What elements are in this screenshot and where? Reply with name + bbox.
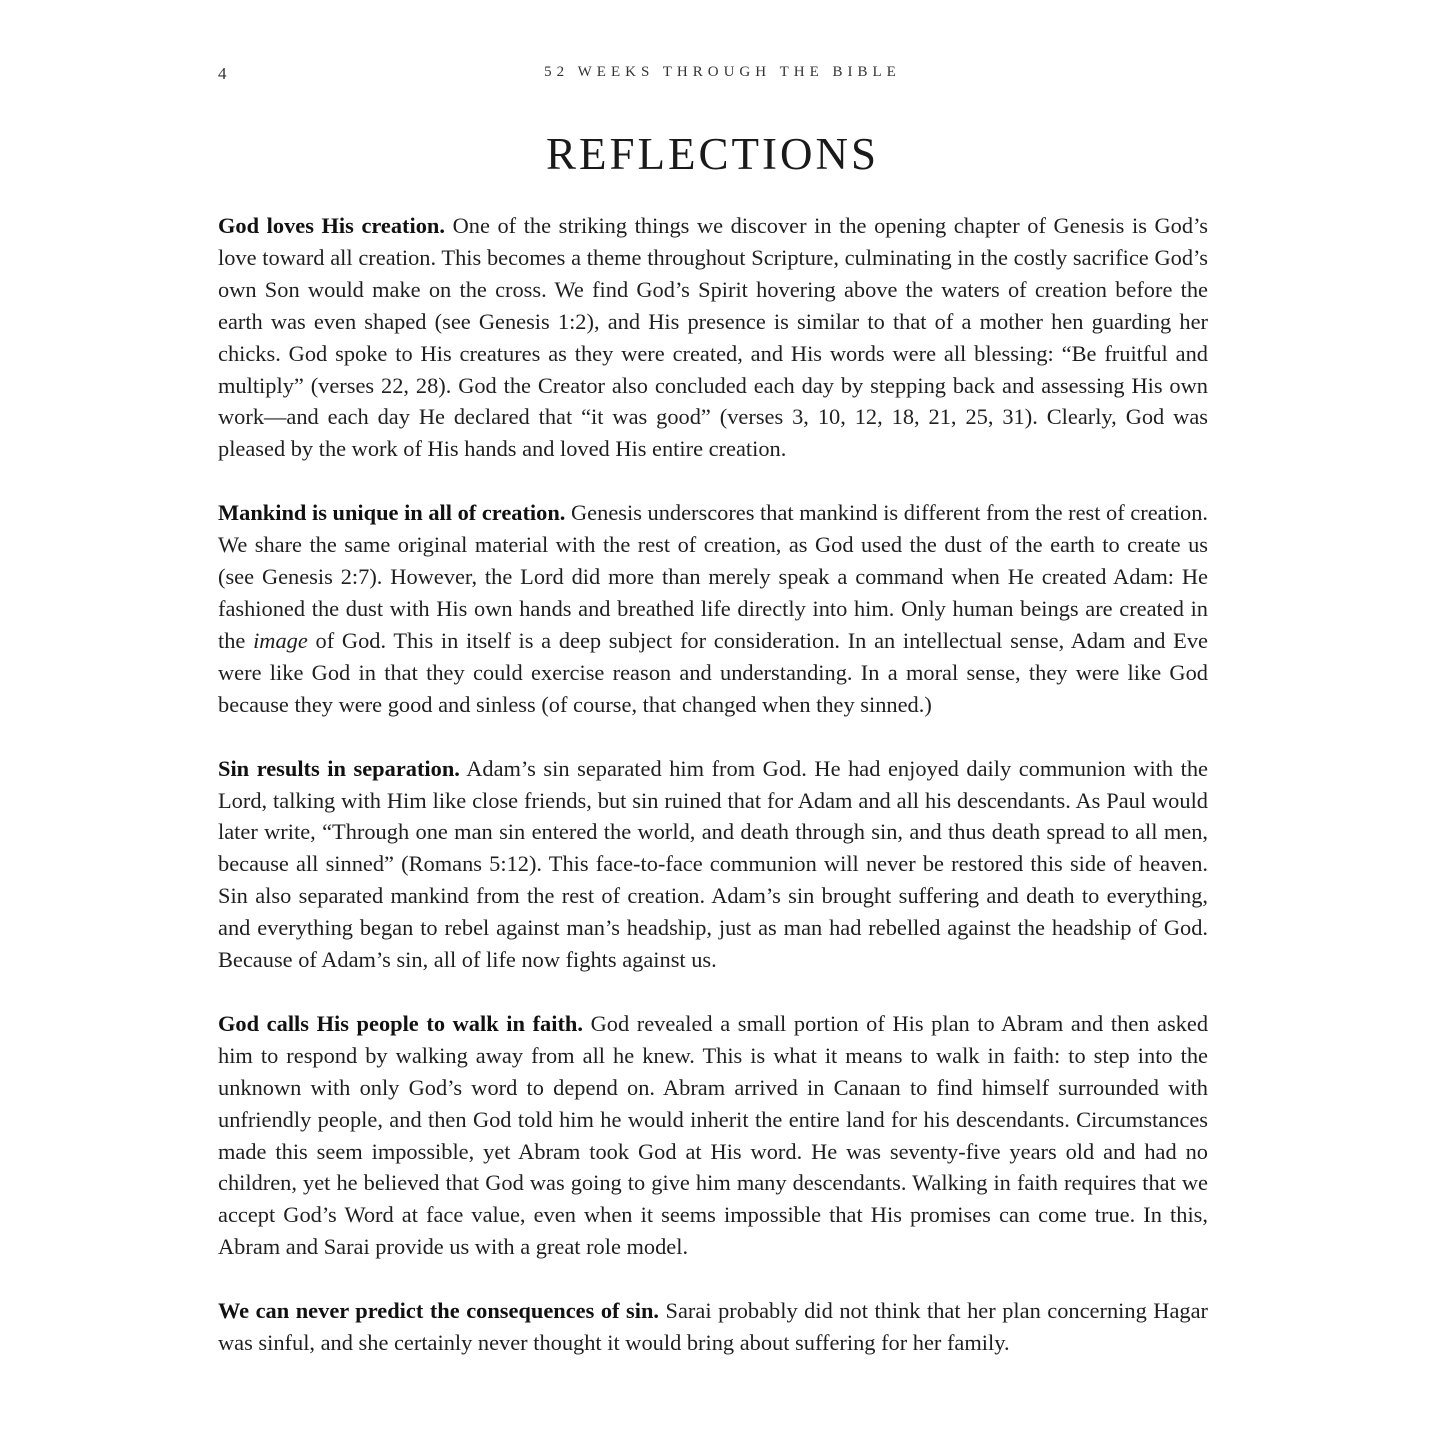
- reflection-paragraph: [218, 210, 1208, 465]
- paragraph-text: God revealed a small portion of His plan to Abram and then asked him to respond by walking away from all he knew. This is what it means to walk in faith: to step into the unknown with only God’s word to depend on. Abram arrived in Canaan to find himself surrounded with unfriendly people, and then God told him he would inherit the entire land for his descendants. Circumstances made this seem impossible, yet Abram took God at His word. He was seventy-five years old and had no children, yet he believed that God was going to give him many descendants. Walking in faith requires that we accept God’s Word at face value, even when it seems impossible that His promises can come true. In this, Abram and Sarai provide us with a great role model.: [218, 1010, 1209, 1260]
- page-title: REFLECTIONS: [545, 129, 879, 179]
- paragraph-heading: God loves His creation.: [218, 213, 445, 238]
- paragraph-text: Adam’s sin separated him from God. He had enjoyed daily communion with the Lord, talking with Him like close friends, but sin ruined that for Adam and all his descendants. As Paul would later write, “Through one man sin entered the world, and death through sin, and thus death spread to all men, because all sinned” (Romans 5:12). This face-to-face communion will never be restored this side of heaven. Sin also separated mankind from the rest of creation. Adam’s sin brought suffering and death to everything, and everything began to rebel against man’s headship, just as man had rebelled against the headship of God. Because of Adam’s sin, all of life now fights against us.: [218, 755, 1208, 973]
- paragraph-heading: We can never predict the consequences of sin.: [218, 1298, 660, 1324]
- reflection-paragraph: [218, 753, 1208, 976]
- paragraph-text: Sarai probably did not think that her plan concerning Hagar was sinful, and she certainly never thought it would bring about suffering for her family.: [218, 1298, 1208, 1356]
- paragraph-heading: Sin results in separation.: [218, 755, 460, 781]
- paragraph-text: One of the striking things we discover in the opening chapter of Genesis is God’s love toward all creation. This becomes a theme throughout Scripture, culminating in the costly sacrifice God’s own Son would make on the cross. We find God’s Spirit hovering above the waters of creation before the earth was even shaped (see Genesis 1:2), and His presence is similar to that of a mother hen guarding her chicks. God spoke to His creatures as they were created, and His words were all blessing: “Be fruitful and multiply” (verses 22, 28). God the Creator also concluded each day by stepping back and assessing His own work—and each day He declared that “it was good” (verses 3, 10, 12, 18, 21, 25, 31). Clearly, God was pleased by the work of His hands and loved His entire creation.: [218, 213, 1209, 462]
- paragraph-heading: God calls His people to walk in faith.: [218, 1010, 583, 1036]
- reflection-paragraph: [218, 497, 1208, 720]
- page-number: 4: [218, 64, 228, 83]
- reflection-paragraph: [218, 1295, 1208, 1359]
- running-head: 52 WEEKS THROUGH THE BIBLE: [544, 64, 901, 80]
- paragraph-text: of God. This in itself is a deep subject for consideration. In an intellectual sense, Adam and Eve were like God in that they could exercise reason and understanding. In a moral sense, they were like God because they were good and sinless (of course, that changed when they sinned.): [218, 627, 1208, 717]
- paragraph-heading: Mankind is unique in all of creation.: [218, 500, 566, 526]
- body-text: [218, 210, 1208, 1391]
- paragraph-text: Genesis underscores that mankind is different from the rest of creation. We share the same original material with the rest of creation, as God used the dust of the earth to create us (see Genesis 2:7). However, the Lord did more than merely speak a command when He created Adam: He fashioned the dust with His own hands and breathed life directly into him. Only human beings are created in the: [218, 500, 1209, 653]
- reflection-paragraph: [218, 1008, 1208, 1263]
- emphasized-word: image: [253, 627, 308, 653]
